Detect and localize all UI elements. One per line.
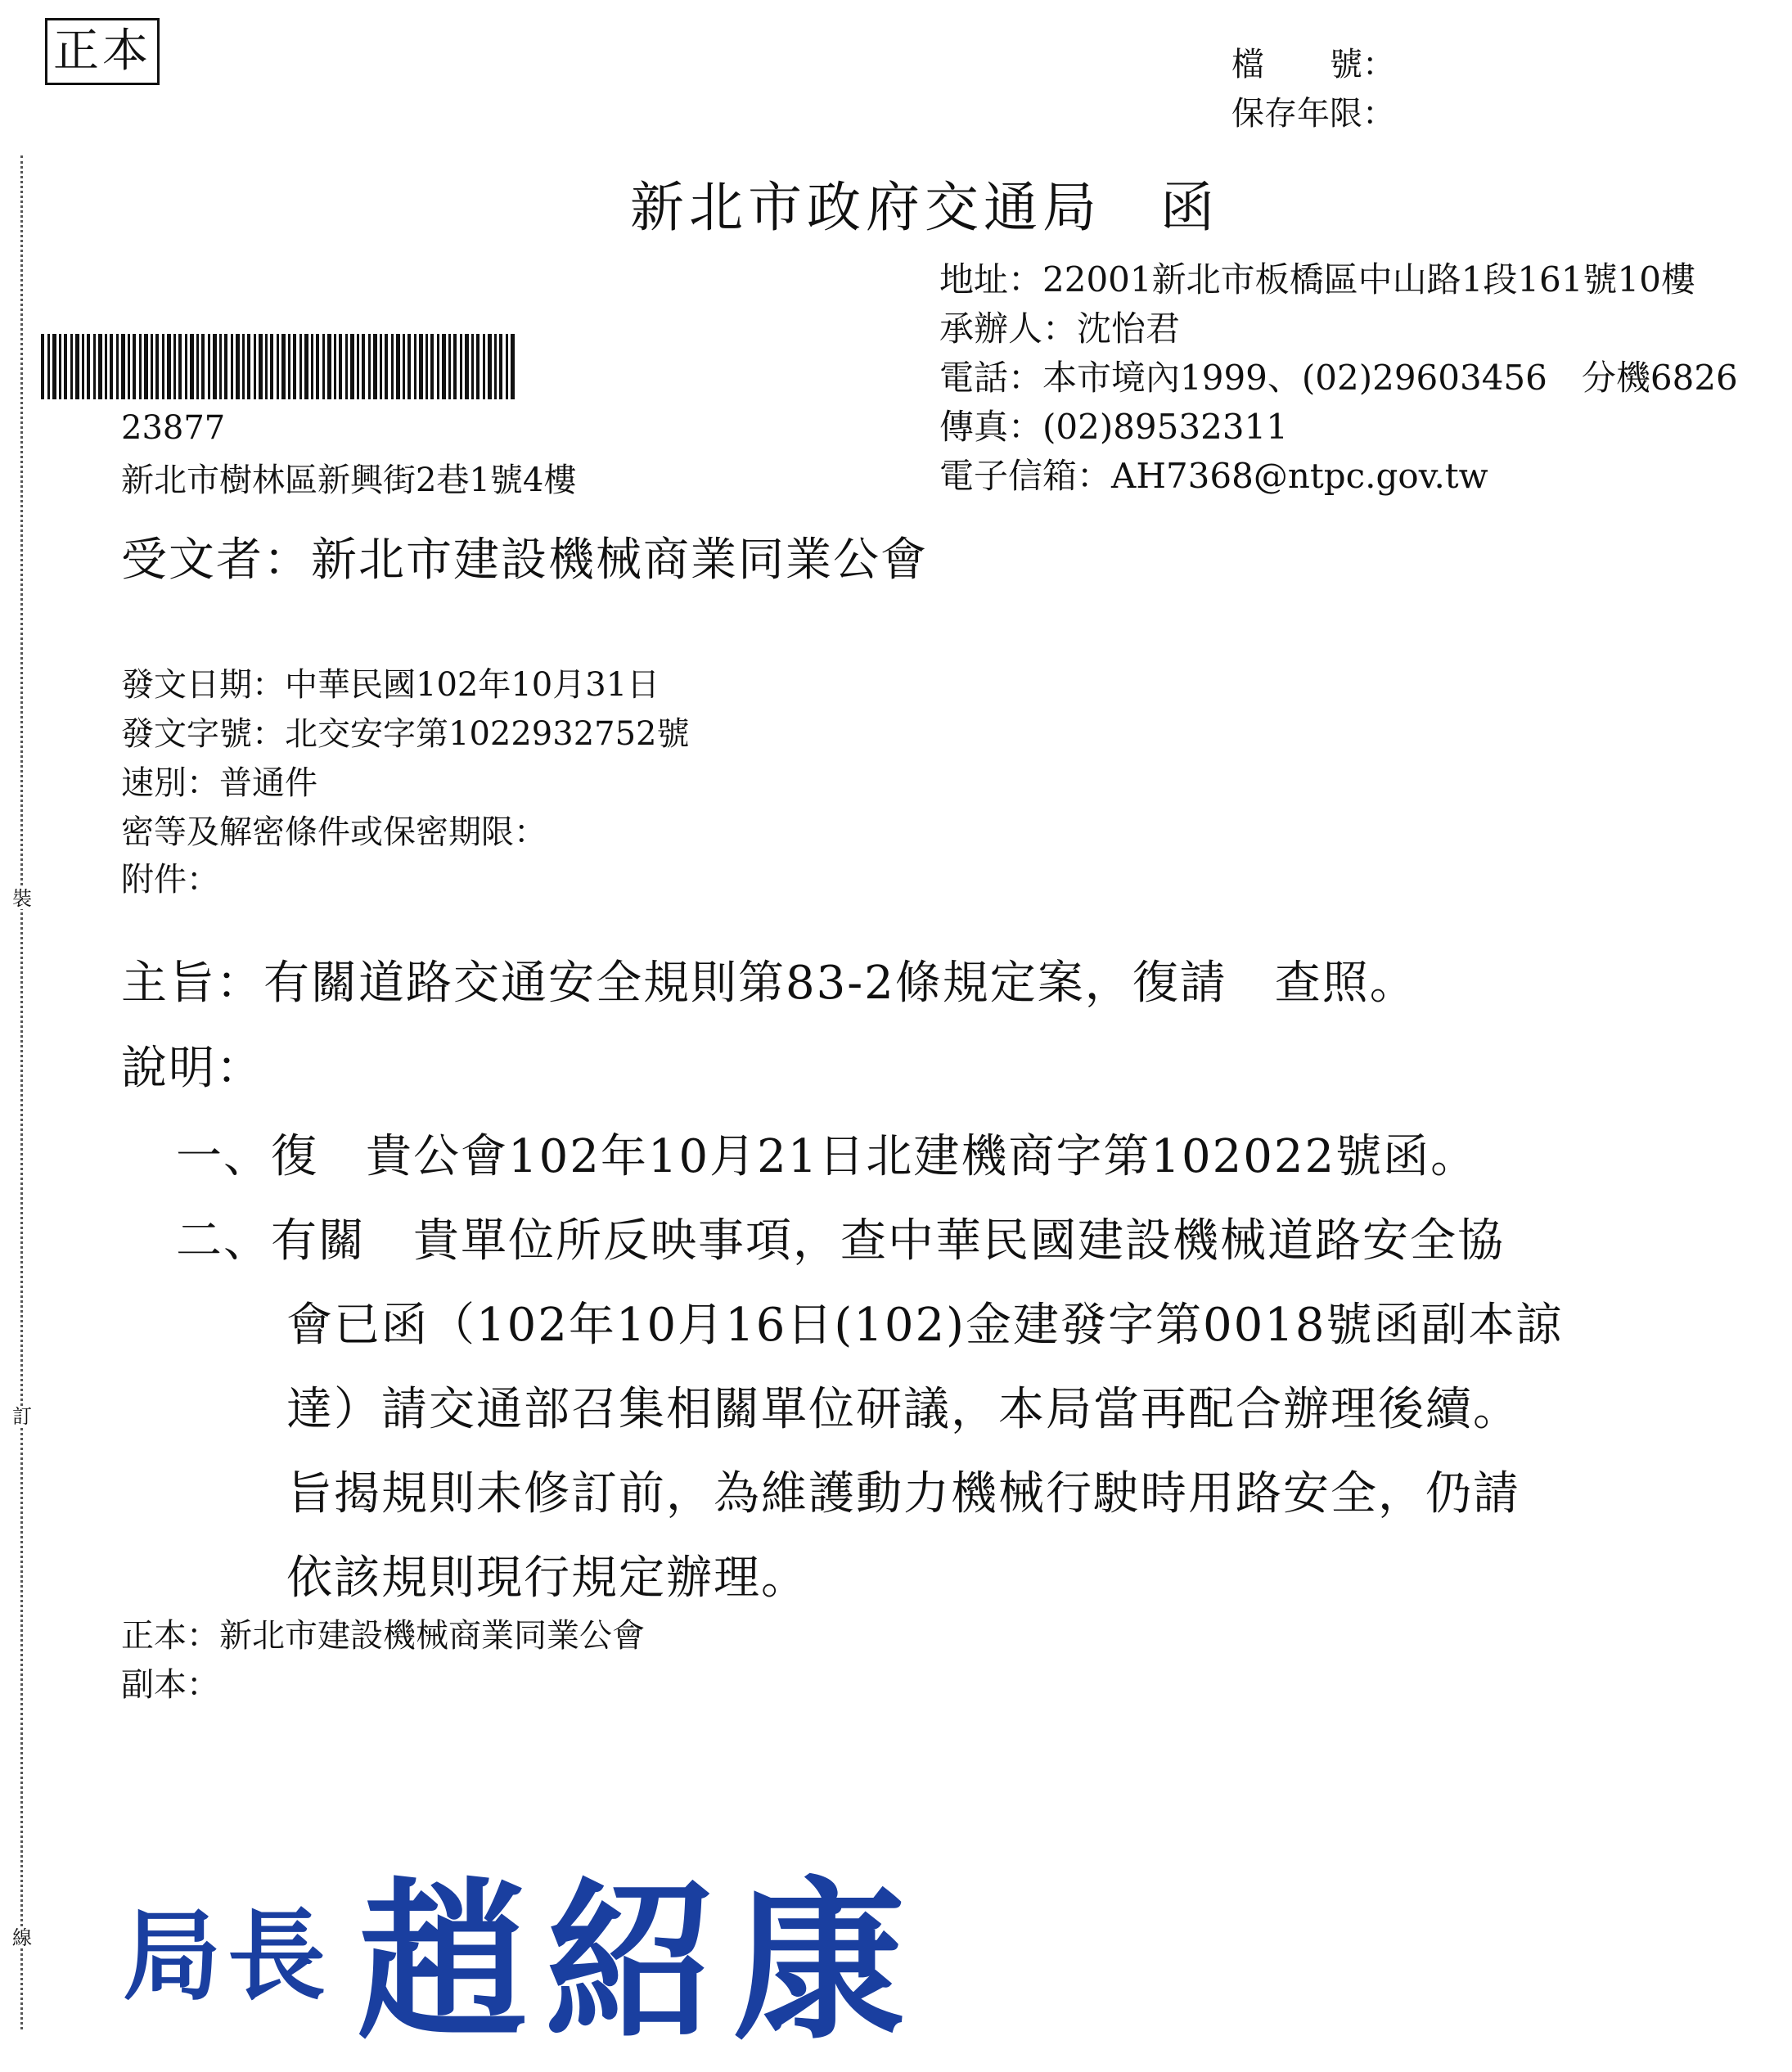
original-copy-stamp: 正本 bbox=[45, 18, 160, 85]
explanation-item-2-line-2: 會已函（102年10月16日(102)金建發字第0018號函副本諒 bbox=[286, 1299, 1564, 1352]
file-number-label: 檔 號： bbox=[1231, 46, 1395, 83]
document-title: 新北市政府交通局 函 bbox=[630, 176, 1219, 239]
subject: 主旨：有關道路交通安全規則第83-2條規定案，復請 查照。 bbox=[121, 957, 1417, 1010]
recipient-postal-code: 23877 bbox=[121, 409, 226, 447]
binding-dotted-line bbox=[20, 155, 23, 2029]
binding-mark-zhuang: 裝 bbox=[12, 887, 32, 910]
signature-name: 趙紹康 bbox=[357, 1861, 922, 2063]
addressee: 受文者：新北市建設機械商業同業公會 bbox=[121, 534, 928, 587]
org-email: 電子信箱：AH7368@ntpc.gov.tw bbox=[939, 456, 1488, 496]
binding-mark-xian: 線 bbox=[12, 1926, 32, 1949]
org-contact-person: 承辦人：沈怡君 bbox=[939, 309, 1181, 349]
explanation-item-2-line-1: 二、有關 貴單位所反映事項，查中華民國建設機械道路安全協 bbox=[176, 1214, 1505, 1268]
explanation-item-2-line-4: 旨揭規則未修訂前，為維護動力機械行駛時用路安全，仍請 bbox=[286, 1467, 1520, 1520]
explanation-item-2-line-3: 達）請交通部召集相關單位研議，本局當再配合辦理後續。 bbox=[286, 1383, 1520, 1436]
postal-barcode bbox=[41, 334, 516, 399]
org-phone: 電話：本市境內1999、(02)29603456 分機6826 bbox=[939, 358, 1738, 398]
attachments: 附件： bbox=[121, 861, 219, 899]
copy-recipient: 副本： bbox=[121, 1666, 219, 1704]
classification: 密等及解密條件或保密期限： bbox=[121, 813, 547, 851]
explanation-heading: 說明： bbox=[121, 1042, 263, 1095]
signature-title: 局長 bbox=[123, 1899, 332, 2014]
binding-mark-ding: 訂 bbox=[12, 1405, 32, 1428]
original-recipient: 正本：新北市建設機械商業同業公會 bbox=[121, 1617, 645, 1655]
director-signature-stamp bbox=[123, 1825, 921, 2072]
recipient-address: 新北市樹林區新興街2巷1號4樓 bbox=[121, 462, 577, 499]
document-number: 發文字號：北交安字第1022932752號 bbox=[121, 715, 690, 753]
org-fax: 傳真：(02)89532311 bbox=[939, 407, 1288, 447]
org-address: 地址：22001新北市板橋區中山路1段161號10樓 bbox=[939, 259, 1695, 300]
delivery-speed: 速別：普通件 bbox=[121, 764, 317, 802]
issue-date: 發文日期：中華民國102年10月31日 bbox=[121, 666, 660, 704]
explanation-item-1: 一、復 貴公會102年10月21日北建機商字第102022號函。 bbox=[176, 1130, 1479, 1183]
retention-period-label: 保存年限： bbox=[1231, 95, 1395, 133]
explanation-item-2-line-5: 依該規則現行規定辦理。 bbox=[286, 1552, 808, 1605]
